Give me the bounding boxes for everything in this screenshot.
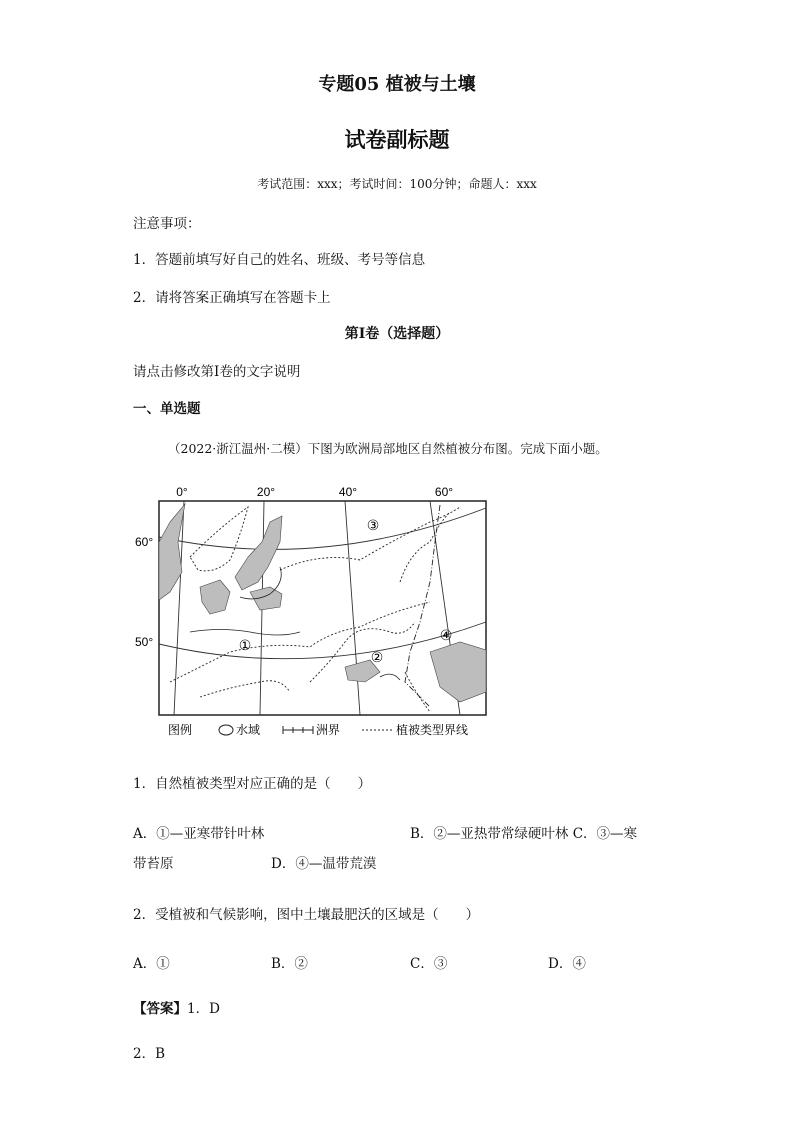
legend-boundary-symbol <box>283 726 313 734</box>
legend-label: 图例 <box>168 723 193 737</box>
q1-stem: 1．自然植被类型对应正确的是（ ） <box>133 776 372 792</box>
legend-water-symbol <box>219 725 233 735</box>
question-intro: （2022·浙江温州·二模）下图为欧洲局部地区自然植被分布图。完成下面小题。 <box>168 441 608 456</box>
answer-label: 【答案】 <box>133 1001 187 1017</box>
answer-line-1 <box>133 997 220 1017</box>
q2-option-a: A．① <box>133 956 170 972</box>
legend-water: 水域 <box>236 723 261 737</box>
notice-item-1: 1．答题前填写好自己的姓名、班级、考号等信息 <box>133 252 426 268</box>
zone-4-marker: ④ <box>439 628 453 644</box>
zone-3-marker: ③ <box>366 518 380 534</box>
page-title: 专题05 植被与土壤 <box>318 74 476 95</box>
q1-option-b-c: B．②—亚热带常绿硬叶林 C．③—寒 <box>410 826 638 842</box>
greenland-land <box>159 504 185 600</box>
lon-label-0: 0° <box>176 485 188 499</box>
veg-boundary-south <box>200 681 290 697</box>
q2-option-b: B．② <box>271 956 308 972</box>
zone-2-marker: ② <box>370 650 384 666</box>
answer-2: 2．B <box>133 1046 166 1062</box>
azov-coast <box>380 674 400 680</box>
q2-option-d: D．④ <box>548 956 586 972</box>
part1-note: 请点击修改第I卷的文字说明 <box>133 364 301 380</box>
veg-boundary-scandinavia <box>190 507 248 571</box>
answer-1: 1．D <box>187 1001 220 1017</box>
veg-boundary-east <box>400 512 450 582</box>
part1-title: 第I卷（选择题） <box>344 326 450 342</box>
q2-option-c: C．③ <box>410 956 448 972</box>
coast-line <box>190 630 300 636</box>
longitude-40-line <box>345 501 360 715</box>
britain-land <box>200 580 230 614</box>
legend-veg: 植被类型界线 <box>396 723 469 737</box>
zone-1-marker: ① <box>238 638 252 654</box>
q2-stem: 2．受植被和气候影响，图中土壤最肥沃的区域是（ ） <box>133 907 480 923</box>
page-subtitle: 试卷副标题 <box>344 127 450 152</box>
q1-option-c-cont: 带苔原 <box>133 856 174 872</box>
q1-option-d: D．④—温带荒漠 <box>271 856 377 872</box>
lat-label-50: 50° <box>135 635 154 649</box>
veg-boundary-se <box>405 672 430 712</box>
lon-label-60: 60° <box>434 485 454 499</box>
lat-label-60: 60° <box>135 535 154 549</box>
caspian-land <box>430 642 486 702</box>
exam-meta: 考试范围：xxx；考试时间：100分钟；命题人：xxx <box>257 177 537 191</box>
notice-item-2: 2．请将答案正确填写在答题卡上 <box>133 290 331 306</box>
veg-boundary-forest <box>170 602 430 682</box>
lon-label-20: 20° <box>256 485 276 499</box>
q1-option-a: A．①—亚寒带针叶林 <box>133 826 265 842</box>
europe-vegetation-map <box>130 482 490 742</box>
notice-heading: 注意事项： <box>133 216 201 232</box>
legend-boundary: 洲界 <box>316 723 341 737</box>
section-single-choice: 一、单选题 <box>133 401 201 417</box>
lon-label-40: 40° <box>338 485 358 499</box>
